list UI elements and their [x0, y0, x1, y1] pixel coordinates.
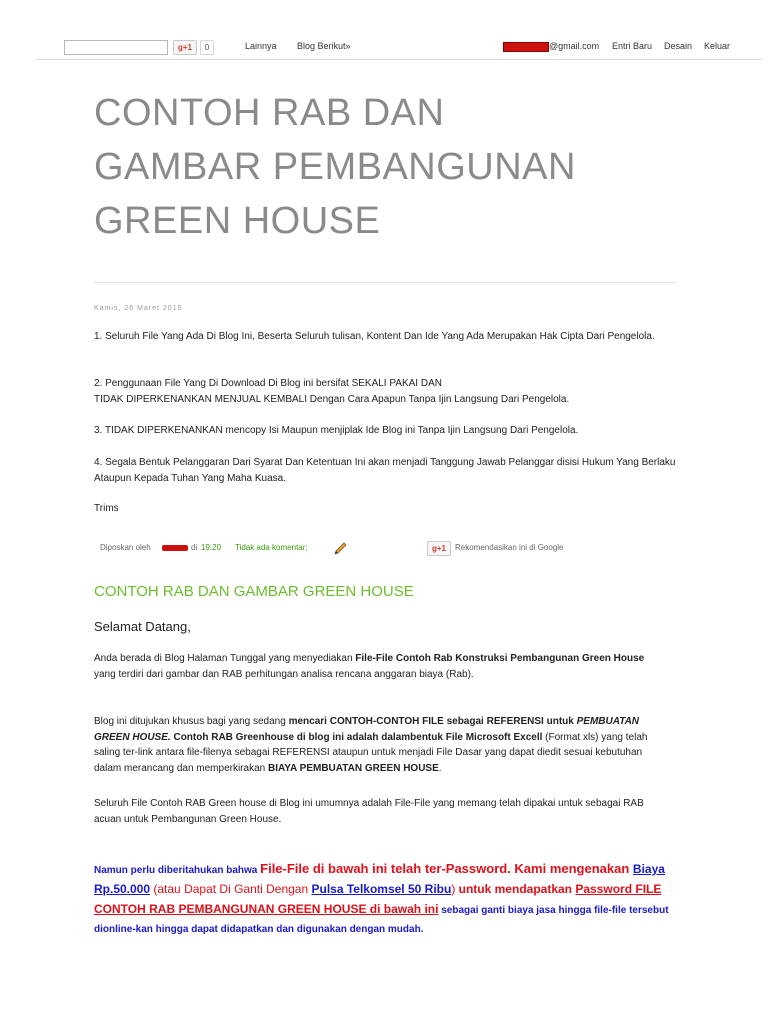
purpose-paragraph	[94, 714, 658, 776]
recommend-gplus-button[interactable]: g+1	[427, 541, 451, 556]
notice-intro: Namun perlu diberitahukan bahwa	[94, 865, 261, 876]
password-notice	[94, 859, 674, 939]
intro-text: Anda berada di Blog Halaman Tunggal yang menyediakan	[94, 653, 356, 664]
intro-text-end: yang terdiri dari gambar dan RAB perhitungan analisa rencana anggaran biaya (Rab).	[94, 668, 474, 680]
comments-link[interactable]: Tidak ada komentar:	[235, 543, 308, 552]
gplus-count: 0	[200, 40, 214, 55]
price-alt-close: )	[451, 882, 456, 896]
redacted-email-name	[503, 42, 549, 52]
blog-title-line: GAMBAR PEMBANGUNAN	[94, 146, 576, 188]
logout-link[interactable]: Keluar	[704, 41, 731, 51]
more-link[interactable]: Lainnya	[245, 41, 277, 51]
purpose-bold: mencari CONTOH-CONTOH FILE sebagai REFERENSI untuk	[288, 716, 577, 727]
terms-item-4: 4. Segala Bentuk Pelanggaran Dari Syarat Dan Ketentuan Ini akan menjadi Tanggung Jawab Pelanggar disisi Hukum Yang Berlaku Ataupun Kepada Tuhan Yang Maha Kuasa.	[94, 457, 676, 484]
price-alt-text: (atau Dapat Di Ganti Dengan	[150, 882, 312, 896]
posted-by-label: Diposkan oleh	[100, 543, 151, 552]
terms-item-3: 3. TIDAK DIPERKENANKAN mencopy Isi Maupun menjiplak Ide Blog ini Tanpa Ijin Langsung Dari Pengelola.	[94, 425, 579, 436]
gplus-button[interactable]: g+1	[173, 40, 197, 55]
purpose-bold-3: BIAYA PEMBUATAN GREEN HOUSE	[267, 762, 439, 774]
purpose-text-2: (Format xls) yang telah saling ter-link antara file-filenya sebagai REFERENSI ataupun untuk menjadi File Dasar yang dapat diedit sesuai kebutuhan dalam merancang dan memperkirakan	[94, 731, 648, 774]
blog-title-line: GREEN HOUSE	[94, 200, 381, 242]
intro-bold: File-File Contoh Rab Konstruksi Pembangunan Green House	[355, 653, 645, 664]
usage-paragraph: Seluruh File Contoh RAB Green house di Blog ini umumnya adalah File-File yang memang telah dipakai untuk sebagai RAB acuan untuk Pembangunan Green House.	[94, 798, 644, 825]
price-link[interactable]: Biaya Rp.50.000	[94, 862, 665, 896]
header-divider	[94, 282, 676, 283]
purpose-text: Blog ini ditujukan khusus bagi yang sedang	[94, 716, 289, 727]
blogger-navbar	[36, 36, 762, 60]
intro-paragraph	[94, 651, 654, 682]
redacted-author[interactable]	[162, 545, 188, 551]
purpose-bold-italic: PEMBUATAN GREEN HOUSE.	[94, 716, 640, 743]
next-blog-link[interactable]: Blog Berikut»	[297, 41, 351, 51]
design-link[interactable]: Desain	[664, 41, 693, 51]
greeting-text: Selamat Datang,	[94, 619, 191, 634]
terms-item-2	[94, 376, 684, 407]
notice-to-get: untuk mendapatkan	[455, 882, 576, 896]
terms-item-1: 1. Seluruh File Yang Ada Di Blog Ini, Beserta Seluruh tulisan, Kontent Dan Ide Yang Ada Merupakan Hak Cipta Dari Pengelola.	[94, 331, 655, 342]
trims-text: Trims	[94, 503, 119, 514]
recommend-text: Rekomendasikan ini di Google	[455, 543, 564, 552]
password-link[interactable]: Password FILE CONTOH RAB PEMBANGUNAN GREEN HOUSE di bawah ini	[94, 882, 662, 916]
account-email: @gmail.com	[549, 41, 600, 51]
terms-item-2a: 2. Penggunaan File Yang Di Download Di Blog ini bersifat SEKALI PAKAI DAN	[94, 378, 442, 389]
pulsa-link[interactable]: Pulsa Telkomsel 50 Ribu	[311, 882, 452, 896]
post-date: Kamis, 26 Maret 2015	[94, 305, 183, 312]
post-title[interactable]: CONTOH RAB DAN GAMBAR GREEN HOUSE	[94, 583, 414, 600]
blog-title[interactable]	[94, 86, 694, 248]
at-label: di	[191, 543, 198, 552]
purpose-period: .	[438, 762, 442, 774]
blog-title-line: CONTOH RAB DAN	[94, 92, 445, 134]
post-footer	[100, 542, 680, 556]
notice-end: sebagai ganti biaya jasa hingga file-file tersebut dionline-kan hingga dapat didapatkan dan digunakan dengan mudah.	[94, 905, 669, 935]
pencil-edit-icon[interactable]	[333, 542, 349, 556]
terms-item-2b: TIDAK DIPERKENANKAN MENJUAL KEMBALI Dengan Cara Apapun Tanpa Ijin Langsung Dari Pengelola.	[94, 393, 570, 405]
post-time-link[interactable]: 19.20	[201, 543, 222, 552]
new-post-link[interactable]: Entri Baru	[612, 41, 653, 51]
notice-password-text: File-File di bawah ini telah ter-Password. Kami mengenakan	[260, 861, 633, 876]
navbar-search-input[interactable]	[64, 40, 168, 55]
purpose-bold-2: Contoh RAB Greenhouse di blog ini adalah dalambentuk File Microsoft Excell	[170, 731, 543, 743]
